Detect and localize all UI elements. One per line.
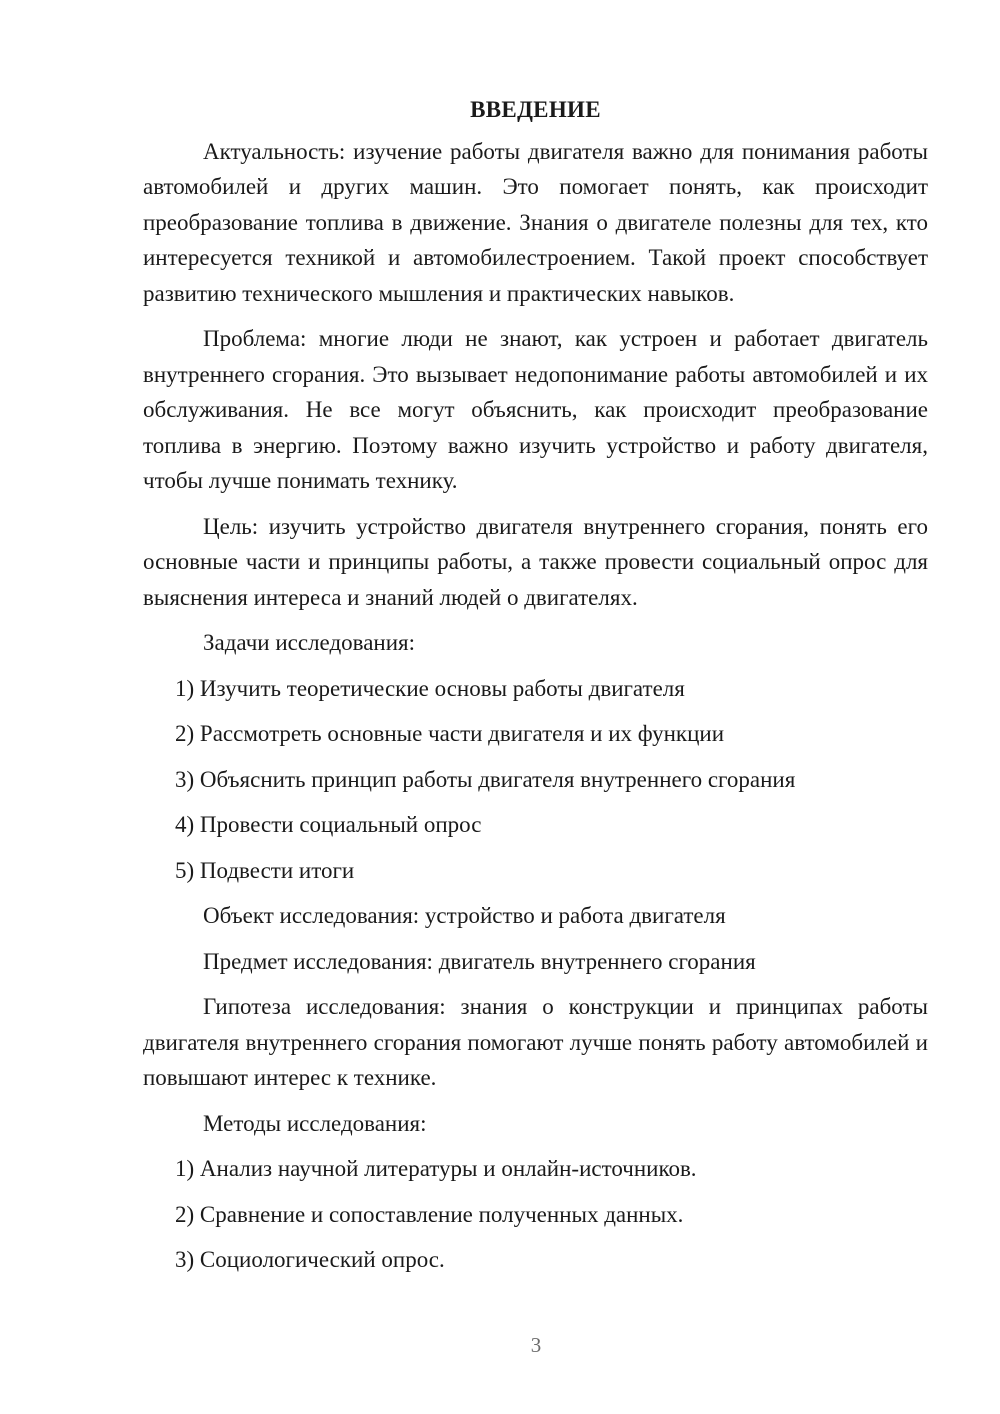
page-number: 3 bbox=[530, 1333, 542, 1357]
methods-heading: Методы исследования: bbox=[203, 1110, 427, 1136]
page-content bbox=[143, 92, 928, 1288]
object-paragraph: Объект исследования: устройство и работа двигателя bbox=[203, 903, 726, 928]
task-item: 4) Провести социальный опрос bbox=[175, 812, 482, 837]
subject-paragraph: Предмет исследования: двигатель внутреннего сгорания bbox=[203, 948, 756, 974]
relevance-paragraph: Актуальность: изучение работы двигателя важно для понимания работы автомобилей и других машин. Это помогает понять, как происходит преобразование топлива в движение. Знания о двигателе полезны для тех, кто интересуется техникой и автомобилестроением. Такой проект способствует развитию технического мышления и практических навыков. bbox=[143, 138, 928, 306]
page-title: ВВЕДЕНИЕ bbox=[470, 97, 601, 122]
task-item: 1) Изучить теоретические основы работы двигателя bbox=[175, 675, 685, 701]
method-item: 2) Сравнение и сопоставление полученных данных. bbox=[175, 1201, 684, 1227]
task-item: 2) Рассмотреть основные части двигателя и их функции bbox=[175, 721, 725, 746]
goal-paragraph: Цель: изучить устройство двигателя внутреннего сгорания, понять его основные части и принципы работы, а также провести социальный опрос для выяснения интереса и знаний людей о двигателях. bbox=[143, 513, 928, 610]
task-item: 3) Объяснить принцип работы двигателя внутреннего сгорания bbox=[175, 766, 796, 792]
method-item: 3) Социологический опрос. bbox=[175, 1247, 445, 1272]
method-item: 1) Анализ научной литературы и онлайн-источников. bbox=[175, 1156, 697, 1181]
hypothesis-paragraph: Гипотеза исследования: знания о конструкции и принципах работы двигателя внутреннего сгорания помогают лучше понять работу автомобилей и повышают интерес к технике. bbox=[143, 994, 928, 1090]
problem-paragraph: Проблема: многие люди не знают, как устроен и работает двигатель внутреннего сгорания. Это вызывает недопонимание работы автомобилей и их обслуживания. Не все могут объяснить, как происходит преобразование топлива в энергию. Поэтому важно изучить устройство и работу двигателя, чтобы лучше понимать технику. bbox=[143, 326, 928, 493]
task-item: 5) Подвести итоги bbox=[175, 857, 355, 883]
methods-list bbox=[143, 1151, 928, 1278]
tasks-list bbox=[143, 671, 928, 889]
tasks-heading: Задачи исследования: bbox=[203, 630, 416, 655]
